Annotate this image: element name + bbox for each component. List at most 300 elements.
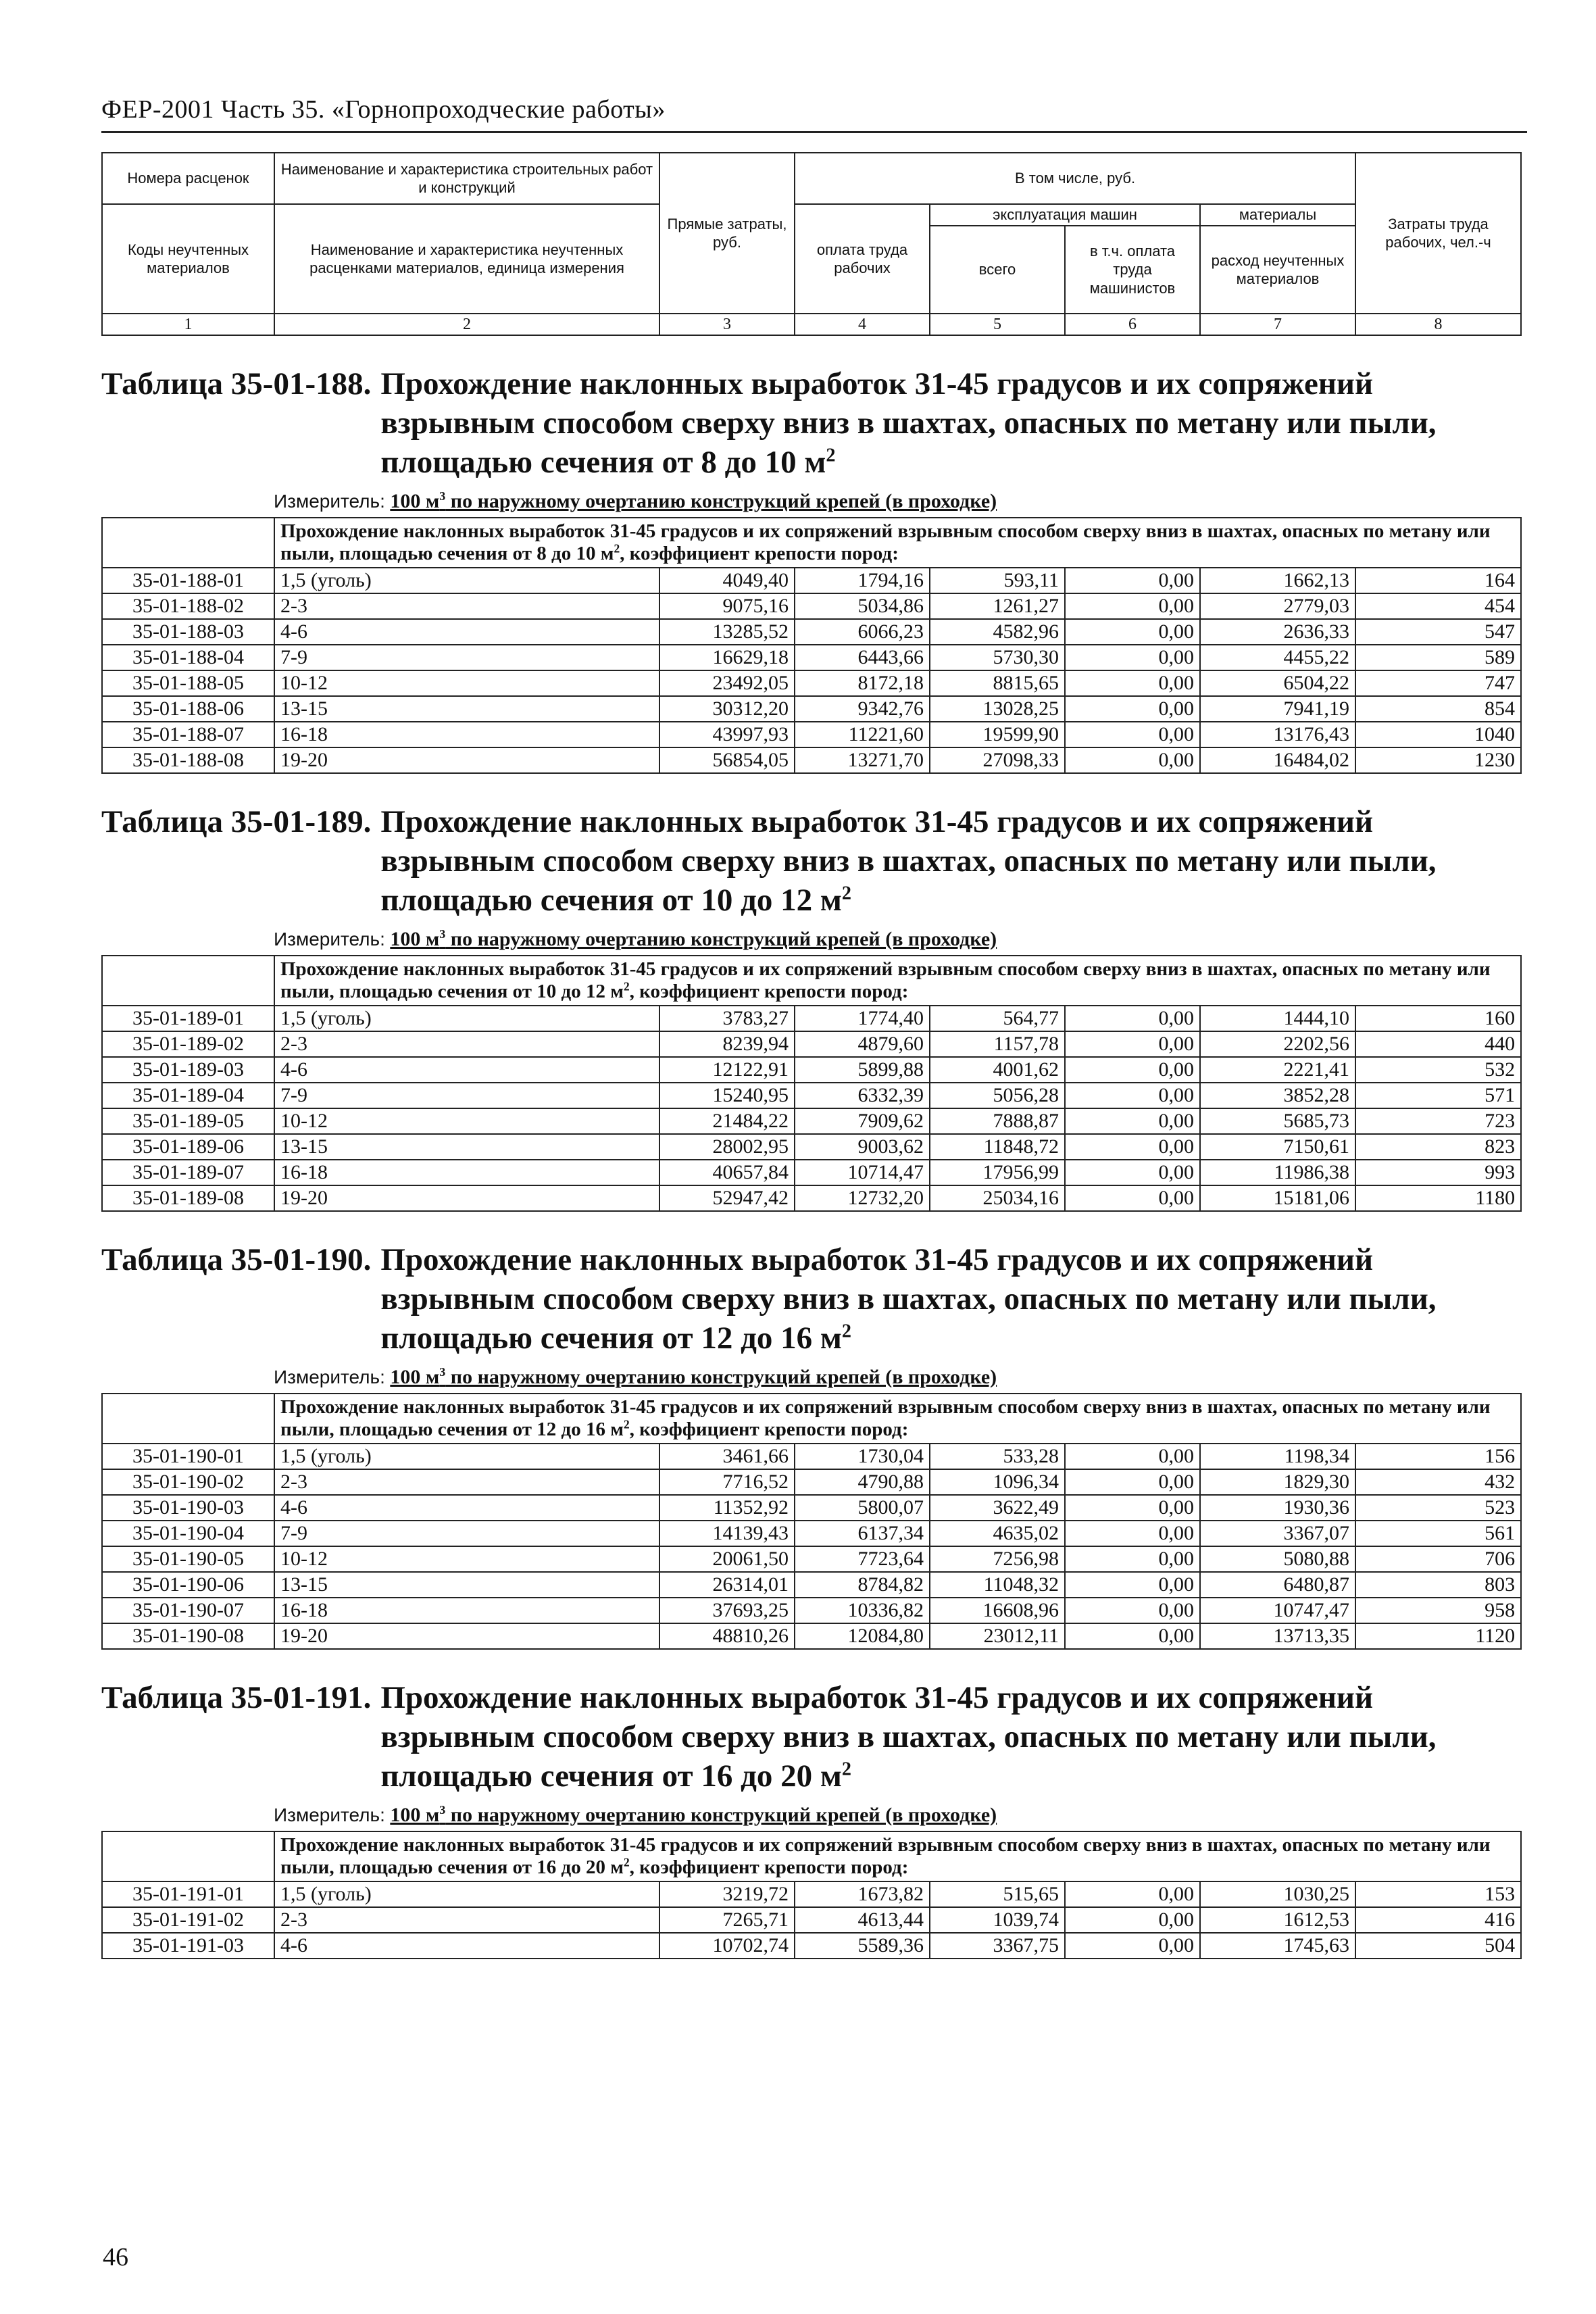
cell-value: 4879,60 <box>795 1031 930 1057</box>
cell-value: 0,00 <box>1065 1495 1200 1521</box>
rock-hardness: 1,5 (уголь) <box>274 1444 659 1469</box>
description-suffix: , коэффициент крепости пород: <box>629 1856 909 1878</box>
rate-table-section <box>101 364 1527 774</box>
cell-value: 56854,05 <box>659 747 795 773</box>
table-sections <box>101 364 1527 1959</box>
cell-value: 1673,82 <box>795 1881 930 1907</box>
measurement-unit <box>274 1802 1527 1828</box>
rock-hardness: 1,5 (уголь) <box>274 1881 659 1907</box>
cell-value: 5034,86 <box>795 593 930 619</box>
cell-value: 6504,22 <box>1200 670 1355 696</box>
measure-suffix: по наружному очертанию конструкций крепей (в проходке) <box>445 1804 997 1826</box>
table-title-body: Прохождение наклонных выработок 31-45 градусов и их сопряжений взрывным способом сверху вниз в шахтах, опасных по метану или пыли, площадью сечения от 8 до 10 м <box>380 366 1437 480</box>
column-header-table <box>101 152 1522 336</box>
cell-value: 12122,91 <box>659 1057 795 1083</box>
measure-prefix: 100 м <box>390 1366 440 1388</box>
cell-value: 504 <box>1355 1933 1521 1959</box>
rate-code: 35-01-188-07 <box>102 722 274 747</box>
cell-value: 1662,13 <box>1200 568 1355 593</box>
cell-value: 1794,16 <box>795 568 930 593</box>
cell-value: 564,77 <box>930 1006 1065 1031</box>
cell-value: 5589,36 <box>795 1933 930 1959</box>
cell-value: 1180 <box>1355 1185 1521 1211</box>
measure-label: Измеритель: <box>274 1804 385 1825</box>
rate-code: 35-01-191-01 <box>102 1881 274 1907</box>
cell-value: 0,00 <box>1065 1623 1200 1649</box>
col1-bottom-header: Коды неучтенных материалов <box>102 204 274 314</box>
rock-hardness: 13-15 <box>274 696 659 722</box>
description-prefix: Прохождение наклонных выработок 31-45 градусов и их сопряжений взрывным способом сверху вниз в шахтах, опасных по метану или пыли, площадью сечения от <box>280 520 1491 564</box>
cell-value: 4049,40 <box>659 568 795 593</box>
col1-top-header: Номера расценок <box>102 153 274 204</box>
rate-code: 35-01-188-04 <box>102 645 274 670</box>
description-range: 12 до 16 м <box>537 1419 624 1440</box>
rate-code: 35-01-189-06 <box>102 1134 274 1160</box>
cell-value: 0,00 <box>1065 1546 1200 1572</box>
rate-code: 35-01-190-07 <box>102 1598 274 1623</box>
table-row <box>102 670 1521 696</box>
cell-value: 16484,02 <box>1200 747 1355 773</box>
description-suffix: , коэффициент крепости пород: <box>629 1419 909 1440</box>
rock-hardness: 19-20 <box>274 1185 659 1211</box>
cell-value: 7888,87 <box>930 1108 1065 1134</box>
cell-value: 515,65 <box>930 1881 1065 1907</box>
cell-value: 3367,75 <box>930 1933 1065 1959</box>
cell-value: 1930,36 <box>1200 1495 1355 1521</box>
cell-value: 993 <box>1355 1160 1521 1185</box>
table-title <box>101 1240 1527 1358</box>
cell-value: 1261,27 <box>930 593 1065 619</box>
cell-value: 1030,25 <box>1200 1881 1355 1907</box>
rock-hardness: 10-12 <box>274 1108 659 1134</box>
cell-value: 854 <box>1355 696 1521 722</box>
measurement-unit <box>274 489 1527 514</box>
cell-value: 15240,95 <box>659 1083 795 1108</box>
measure-superscript: 3 <box>439 489 446 503</box>
cell-value: 3852,28 <box>1200 1083 1355 1108</box>
rate-table <box>101 955 1522 1212</box>
cell-value: 164 <box>1355 568 1521 593</box>
rate-code: 35-01-188-03 <box>102 619 274 645</box>
cell-value: 416 <box>1355 1907 1521 1933</box>
cell-value: 13028,25 <box>930 696 1065 722</box>
cell-value: 10714,47 <box>795 1160 930 1185</box>
cell-value: 5056,28 <box>930 1083 1065 1108</box>
cell-value: 0,00 <box>1065 1083 1200 1108</box>
cell-value: 0,00 <box>1065 1185 1200 1211</box>
cell-value: 4582,96 <box>930 619 1065 645</box>
description-spacer <box>102 1394 274 1444</box>
cell-value: 10747,47 <box>1200 1598 1355 1623</box>
cell-value: 0,00 <box>1065 1907 1200 1933</box>
measure-value-text <box>390 490 997 512</box>
cell-value: 958 <box>1355 1598 1521 1623</box>
rate-code: 35-01-190-06 <box>102 1572 274 1598</box>
table-row <box>102 1444 1521 1469</box>
table-row <box>102 1108 1521 1134</box>
rate-code: 35-01-189-05 <box>102 1108 274 1134</box>
table-number: Таблица 35-01-191. <box>101 1680 372 1715</box>
cell-value: 2221,41 <box>1200 1057 1355 1083</box>
table-row <box>102 1598 1521 1623</box>
table-row <box>102 1495 1521 1521</box>
cell-value: 9342,76 <box>795 696 930 722</box>
measure-suffix: по наружному очертанию конструкций крепей (в проходке) <box>445 928 997 950</box>
table-row <box>102 1572 1521 1598</box>
table-number: Таблица 35-01-188. <box>101 366 372 401</box>
cell-value: 26314,01 <box>659 1572 795 1598</box>
cell-value: 593,11 <box>930 568 1065 593</box>
measure-value <box>390 1804 997 1826</box>
measure-prefix: 100 м <box>390 928 440 950</box>
cell-value: 2779,03 <box>1200 593 1355 619</box>
cell-value: 723 <box>1355 1108 1521 1134</box>
cell-value: 0,00 <box>1065 1057 1200 1083</box>
description-spacer <box>102 1831 274 1881</box>
cell-value: 1157,78 <box>930 1031 1065 1057</box>
cell-value: 589 <box>1355 645 1521 670</box>
cell-value: 20061,50 <box>659 1546 795 1572</box>
rate-code: 35-01-189-03 <box>102 1057 274 1083</box>
table-title <box>101 802 1527 920</box>
materials-header: материалы <box>1200 204 1355 226</box>
col-number: 4 <box>795 314 930 335</box>
cell-value: 8784,82 <box>795 1572 930 1598</box>
cell-value: 3367,07 <box>1200 1521 1355 1546</box>
cell-value: 0,00 <box>1065 645 1200 670</box>
cell-value: 0,00 <box>1065 1160 1200 1185</box>
cell-value: 9003,62 <box>795 1134 930 1160</box>
cell-value: 7265,71 <box>659 1907 795 1933</box>
col5-header: всего <box>930 226 1065 314</box>
table-title <box>101 364 1527 482</box>
cell-value: 1120 <box>1355 1623 1521 1649</box>
rate-table-section <box>101 1240 1527 1650</box>
cell-value: 823 <box>1355 1134 1521 1160</box>
rate-code: 35-01-188-06 <box>102 696 274 722</box>
cell-value: 1039,74 <box>930 1907 1065 1933</box>
cell-value: 9075,16 <box>659 593 795 619</box>
cell-value: 0,00 <box>1065 1933 1200 1959</box>
table-row <box>102 645 1521 670</box>
description-row <box>102 518 1521 568</box>
cell-value: 706 <box>1355 1546 1521 1572</box>
table-number: Таблица 35-01-190. <box>101 1242 372 1277</box>
cell-value: 19599,90 <box>930 722 1065 747</box>
rock-hardness: 2-3 <box>274 1907 659 1933</box>
measurement-unit <box>274 927 1527 952</box>
cell-value: 0,00 <box>1065 1031 1200 1057</box>
cell-value: 0,00 <box>1065 1134 1200 1160</box>
measure-value <box>390 490 997 512</box>
rate-code: 35-01-191-03 <box>102 1933 274 1959</box>
description-superscript: 2 <box>623 979 630 993</box>
cell-value: 4613,44 <box>795 1907 930 1933</box>
rate-code: 35-01-188-02 <box>102 593 274 619</box>
cell-value: 3622,49 <box>930 1495 1065 1521</box>
rate-code: 35-01-188-05 <box>102 670 274 696</box>
description-prefix: Прохождение наклонных выработок 31-45 градусов и их сопряжений взрывным способом сверху вниз в шахтах, опасных по метану или пыли, площадью сечения от <box>280 1834 1491 1878</box>
rate-code: 35-01-189-08 <box>102 1185 274 1211</box>
cell-value: 0,00 <box>1065 1521 1200 1546</box>
cell-value: 1745,63 <box>1200 1933 1355 1959</box>
cell-value: 1612,53 <box>1200 1907 1355 1933</box>
measure-label: Измеритель: <box>274 1367 385 1387</box>
rate-table <box>101 1393 1522 1650</box>
col4-header: оплата труда рабочих <box>795 204 930 314</box>
rock-hardness: 13-15 <box>274 1572 659 1598</box>
cell-value: 48810,26 <box>659 1623 795 1649</box>
cell-value: 6137,34 <box>795 1521 930 1546</box>
table-row <box>102 568 1521 593</box>
table-row <box>102 1933 1521 1959</box>
col-number: 8 <box>1355 314 1521 335</box>
cell-value: 0,00 <box>1065 593 1200 619</box>
cell-value: 6332,39 <box>795 1083 930 1108</box>
cell-value: 12732,20 <box>795 1185 930 1211</box>
cell-value: 6443,66 <box>795 645 930 670</box>
rock-hardness: 2-3 <box>274 1469 659 1495</box>
description-suffix: , коэффициент крепости пород: <box>620 543 899 564</box>
description-suffix: , коэффициент крепости пород: <box>629 981 909 1002</box>
cell-value: 5685,73 <box>1200 1108 1355 1134</box>
cell-value: 7150,61 <box>1200 1134 1355 1160</box>
cell-value: 561 <box>1355 1521 1521 1546</box>
cell-value: 37693,25 <box>659 1598 795 1623</box>
table-row <box>102 593 1521 619</box>
rate-code: 35-01-191-02 <box>102 1907 274 1933</box>
rate-code: 35-01-189-07 <box>102 1160 274 1185</box>
rock-hardness: 7-9 <box>274 1083 659 1108</box>
cell-value: 21484,22 <box>659 1108 795 1134</box>
cell-value: 523 <box>1355 1495 1521 1521</box>
cell-value: 533,28 <box>930 1444 1065 1469</box>
cell-value: 10702,74 <box>659 1933 795 1959</box>
cell-value: 440 <box>1355 1031 1521 1057</box>
rate-code: 35-01-190-04 <box>102 1521 274 1546</box>
cell-value: 40657,84 <box>659 1160 795 1185</box>
document-page <box>101 95 1527 1959</box>
table-title-body: Прохождение наклонных выработок 31-45 градусов и их сопряжений взрывным способом сверху вниз в шахтах, опасных по метану или пыли, площадью сечения от 16 до 20 м <box>380 1680 1437 1794</box>
measure-value-text <box>390 1366 997 1388</box>
cell-value: 2202,56 <box>1200 1031 1355 1057</box>
cell-value: 13271,70 <box>795 747 930 773</box>
cell-value: 2636,33 <box>1200 619 1355 645</box>
title-superscript: 2 <box>841 1758 851 1780</box>
table-row <box>102 1134 1521 1160</box>
rate-code: 35-01-189-02 <box>102 1031 274 1057</box>
table-row <box>102 1185 1521 1211</box>
rock-hardness: 19-20 <box>274 747 659 773</box>
measurement-unit <box>274 1364 1527 1390</box>
cell-value: 547 <box>1355 619 1521 645</box>
table-row <box>102 1521 1521 1546</box>
table-row <box>102 1907 1521 1933</box>
title-superscript: 2 <box>826 445 836 466</box>
measure-superscript: 3 <box>439 1365 446 1379</box>
cell-value: 0,00 <box>1065 619 1200 645</box>
description-range: 8 до 10 м <box>537 543 614 564</box>
rate-code: 35-01-190-05 <box>102 1546 274 1572</box>
table-title-body: Прохождение наклонных выработок 31-45 градусов и их сопряжений взрывным способом сверху вниз в шахтах, опасных по метану или пыли, площадью сечения от 10 до 12 м <box>380 804 1437 918</box>
rate-code: 35-01-188-08 <box>102 747 274 773</box>
measure-value-text <box>390 928 997 950</box>
description-row <box>102 1394 1521 1444</box>
description-spacer <box>102 518 274 568</box>
cell-value: 16629,18 <box>659 645 795 670</box>
table-row <box>102 747 1521 773</box>
rock-hardness: 4-6 <box>274 1057 659 1083</box>
cell-value: 0,00 <box>1065 568 1200 593</box>
cell-value: 1198,34 <box>1200 1444 1355 1469</box>
col-number: 1 <box>102 314 274 335</box>
description-prefix: Прохождение наклонных выработок 31-45 градусов и их сопряжений взрывным способом сверху вниз в шахтах, опасных по метану или пыли, площадью сечения от <box>280 958 1491 1002</box>
cell-value: 0,00 <box>1065 1108 1200 1134</box>
cell-value: 0,00 <box>1065 1469 1200 1495</box>
description-superscript: 2 <box>623 1417 630 1431</box>
cell-value: 532 <box>1355 1057 1521 1083</box>
col7-header: расход неучтенных материалов <box>1200 226 1355 314</box>
cell-value: 454 <box>1355 593 1521 619</box>
cell-value: 0,00 <box>1065 670 1200 696</box>
rock-hardness: 2-3 <box>274 1031 659 1057</box>
cell-value: 15181,06 <box>1200 1185 1355 1211</box>
col-number: 6 <box>1065 314 1200 335</box>
cell-value: 52947,42 <box>659 1185 795 1211</box>
rate-table-section <box>101 1678 1527 1959</box>
measure-label: Измеритель: <box>274 491 385 512</box>
description-cell <box>274 956 1521 1006</box>
cell-value: 0,00 <box>1065 1006 1200 1031</box>
rock-hardness: 13-15 <box>274 1134 659 1160</box>
cell-value: 0,00 <box>1065 1572 1200 1598</box>
cell-value: 5730,30 <box>930 645 1065 670</box>
measure-label: Измеритель: <box>274 929 385 950</box>
cell-value: 8239,94 <box>659 1031 795 1057</box>
col-number: 3 <box>659 314 795 335</box>
measure-suffix: по наружному очертанию конструкций крепей (в проходке) <box>445 490 997 512</box>
cell-value: 1829,30 <box>1200 1469 1355 1495</box>
cell-value: 13713,35 <box>1200 1623 1355 1649</box>
cell-value: 571 <box>1355 1083 1521 1108</box>
cell-value: 803 <box>1355 1572 1521 1598</box>
table-row <box>102 619 1521 645</box>
cell-value: 1230 <box>1355 747 1521 773</box>
table-row <box>102 696 1521 722</box>
rock-hardness: 4-6 <box>274 1495 659 1521</box>
description-superscript: 2 <box>614 541 620 556</box>
measure-prefix: 100 м <box>390 1804 440 1826</box>
rock-hardness: 19-20 <box>274 1623 659 1649</box>
cell-value: 6480,87 <box>1200 1572 1355 1598</box>
table-row <box>102 1469 1521 1495</box>
cell-value: 0,00 <box>1065 1444 1200 1469</box>
cell-value: 3461,66 <box>659 1444 795 1469</box>
cell-value: 160 <box>1355 1006 1521 1031</box>
measure-suffix: по наружному очертанию конструкций крепей (в проходке) <box>445 1366 997 1388</box>
description-range: 10 до 12 м <box>537 981 624 1002</box>
cell-value: 8172,18 <box>795 670 930 696</box>
cell-value: 156 <box>1355 1444 1521 1469</box>
rock-hardness: 16-18 <box>274 722 659 747</box>
description-cell <box>274 518 1521 568</box>
cell-value: 153 <box>1355 1881 1521 1907</box>
table-row <box>102 1083 1521 1108</box>
cell-value: 747 <box>1355 670 1521 696</box>
cell-value: 4790,88 <box>795 1469 930 1495</box>
table-row <box>102 722 1521 747</box>
cell-value: 5800,07 <box>795 1495 930 1521</box>
cell-value: 4635,02 <box>930 1521 1065 1546</box>
table-row <box>102 1623 1521 1649</box>
rate-code: 35-01-190-03 <box>102 1495 274 1521</box>
rock-hardness: 1,5 (уголь) <box>274 1006 659 1031</box>
cell-value: 1096,34 <box>930 1469 1065 1495</box>
rock-hardness: 16-18 <box>274 1160 659 1185</box>
page-number: 46 <box>103 2243 128 2271</box>
description-cell <box>274 1394 1521 1444</box>
cell-value: 43997,93 <box>659 722 795 747</box>
table-row <box>102 1031 1521 1057</box>
col-number: 2 <box>274 314 659 335</box>
rate-code: 35-01-190-02 <box>102 1469 274 1495</box>
cell-value: 1774,40 <box>795 1006 930 1031</box>
cell-value: 30312,20 <box>659 696 795 722</box>
table-title-text <box>371 364 1527 482</box>
table-row <box>102 1881 1521 1907</box>
description-prefix: Прохождение наклонных выработок 31-45 градусов и их сопряжений взрывным способом сверху вниз в шахтах, опасных по метану или пыли, площадью сечения от <box>280 1396 1491 1440</box>
measure-prefix: 100 м <box>390 490 440 512</box>
cell-value: 23012,11 <box>930 1623 1065 1649</box>
table-row <box>102 1160 1521 1185</box>
table-title-text <box>371 802 1527 920</box>
cell-value: 11048,32 <box>930 1572 1065 1598</box>
cell-value: 10336,82 <box>795 1598 930 1623</box>
cell-value: 0,00 <box>1065 1598 1200 1623</box>
col2-bottom-header: Наименование и характеристика неучтенных расценками материалов, единица измерения <box>274 204 659 314</box>
description-row <box>102 956 1521 1006</box>
table-title-body: Прохождение наклонных выработок 31-45 градусов и их сопряжений взрывным способом сверху вниз в шахтах, опасных по метану или пыли, площадью сечения от 12 до 16 м <box>380 1242 1437 1356</box>
table-row <box>102 1546 1521 1572</box>
col3-header: Прямые затраты, руб. <box>659 153 795 314</box>
cell-value: 7723,64 <box>795 1546 930 1572</box>
cell-value: 11986,38 <box>1200 1160 1355 1185</box>
cell-value: 11848,72 <box>930 1134 1065 1160</box>
cell-value: 4001,62 <box>930 1057 1065 1083</box>
col8-header: Затраты труда рабочих, чел.-ч <box>1355 153 1521 314</box>
cell-value: 13285,52 <box>659 619 795 645</box>
col-number: 7 <box>1200 314 1355 335</box>
table-row <box>102 1057 1521 1083</box>
table-title <box>101 1678 1527 1796</box>
cell-value: 0,00 <box>1065 722 1200 747</box>
col2-top-header: Наименование и характеристика строительных работ и конструкций <box>274 153 659 204</box>
cell-value: 4455,22 <box>1200 645 1355 670</box>
description-cell <box>274 1831 1521 1881</box>
cell-value: 27098,33 <box>930 747 1065 773</box>
group-header: В том числе, руб. <box>795 153 1355 204</box>
rock-hardness: 4-6 <box>274 1933 659 1959</box>
cell-value: 3219,72 <box>659 1881 795 1907</box>
machines-header: эксплуатация машин <box>930 204 1200 226</box>
description-spacer <box>102 956 274 1006</box>
rate-table <box>101 1831 1522 1959</box>
cell-value: 5899,88 <box>795 1057 930 1083</box>
rock-hardness: 4-6 <box>274 619 659 645</box>
cell-value: 23492,05 <box>659 670 795 696</box>
description-superscript: 2 <box>623 1855 630 1869</box>
cell-value: 6066,23 <box>795 619 930 645</box>
